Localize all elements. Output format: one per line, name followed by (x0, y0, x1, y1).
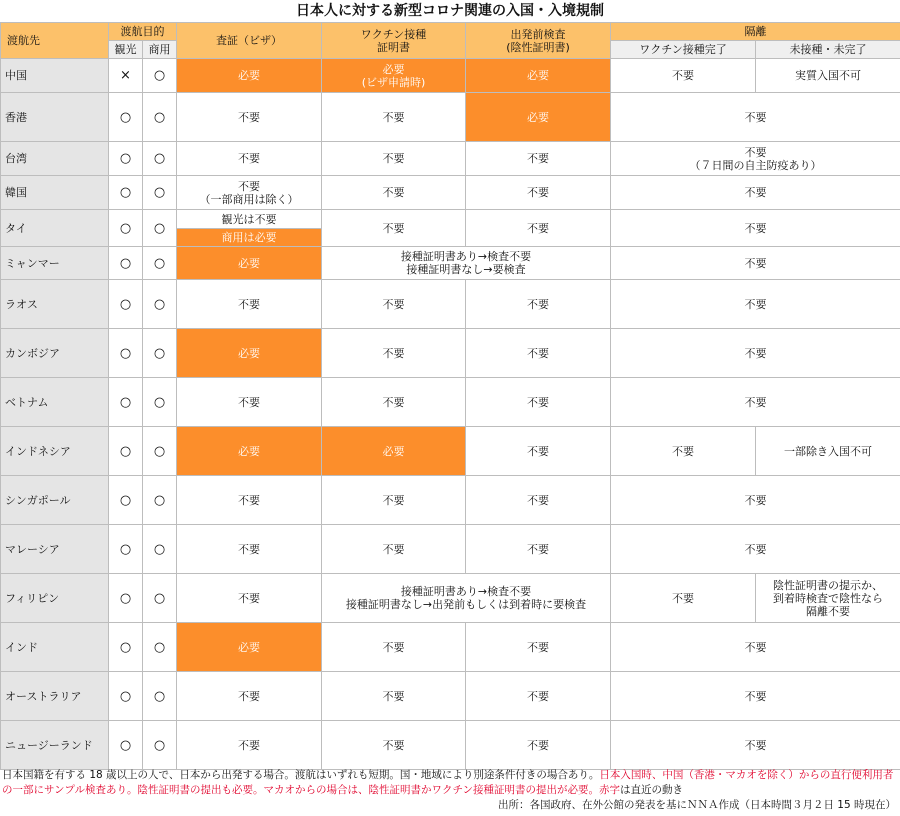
business-cell: ○ (143, 93, 177, 142)
destination-cell: ベトナム (1, 378, 109, 427)
header-vaccine-cert: ワクチン接種 証明書 (322, 23, 466, 59)
quarantine-vaccinated-cell: 不要 (611, 59, 756, 93)
header-vaccinated: ワクチン接種完了 (611, 41, 756, 59)
business-cell: ○ (143, 59, 177, 93)
visa-cell: 不要 (177, 574, 322, 623)
header-business: 商用 (143, 41, 177, 59)
sightseeing-cell: ○ (109, 623, 143, 672)
business-cell: ○ (143, 329, 177, 378)
table-row (1, 574, 900, 623)
header-unvaccinated: 未接種・未完了 (756, 41, 900, 59)
visa-sightseeing-cell: 観光は不要 (177, 210, 322, 229)
business-cell: ○ (143, 142, 177, 176)
regulation-table (0, 22, 900, 770)
pre-departure-cell: 不要 (466, 176, 611, 210)
vaccine-cert-cell: 不要 (322, 623, 466, 672)
sightseeing-cell: ○ (109, 525, 143, 574)
footnote (2, 768, 898, 813)
quarantine-cell: 不要 (611, 93, 900, 142)
table-row (1, 59, 900, 93)
visa-cell: 不要 (177, 672, 322, 721)
quarantine-unvaccinated-cell: 一部除き入国不可 (756, 427, 900, 476)
header-destination: 渡航先 (1, 23, 109, 59)
visa-cell: 不要 （一部商用は除く） (177, 176, 322, 210)
table-row (1, 427, 900, 476)
quarantine-cell: 不要 (611, 280, 900, 329)
visa-cell: 必要 (177, 329, 322, 378)
table-row (1, 721, 900, 770)
table-row (1, 142, 900, 176)
vaccine-cert-cell: 必要 (ビザ申請時) (322, 59, 466, 93)
sightseeing-cell: ○ (109, 574, 143, 623)
quarantine-cell: 不要 (611, 623, 900, 672)
table-row (1, 93, 900, 142)
destination-cell: 韓国 (1, 176, 109, 210)
vaccine-cert-cell: 不要 (322, 210, 466, 247)
visa-cell: 必要 (177, 623, 322, 672)
quarantine-vaccinated-cell: 不要 (611, 574, 756, 623)
vaccine-cert-cell: 不要 (322, 525, 466, 574)
page-title: 日本人に対する新型コロナ関連の入国・入境規制 (296, 3, 604, 19)
pre-departure-cell: 不要 (466, 623, 611, 672)
pre-departure-cell: 必要 (466, 59, 611, 93)
destination-cell: シンガポール (1, 476, 109, 525)
sightseeing-cell: ○ (109, 280, 143, 329)
vaccine-test-cell: 接種証明書あり→検査不要 接種証明書なし→出発前もしくは到着時に要検査 (322, 574, 611, 623)
visa-cell: 必要 (177, 247, 322, 280)
quarantine-cell: 不要 (611, 176, 900, 210)
sightseeing-cell: ○ (109, 378, 143, 427)
quarantine-cell: 不要 (611, 476, 900, 525)
table-row (1, 476, 900, 525)
quarantine-cell: 不要 (611, 329, 900, 378)
business-cell: ○ (143, 280, 177, 329)
destination-cell: ラオス (1, 280, 109, 329)
quarantine-cell: 不要 (611, 672, 900, 721)
visa-cell: 不要 (177, 142, 322, 176)
quarantine-unvaccinated-cell: 陰性証明書の提示か、 到着時検査で陰性なら 隔離不要 (756, 574, 900, 623)
business-cell: ○ (143, 427, 177, 476)
destination-cell: フィリピン (1, 574, 109, 623)
sightseeing-cell: ○ (109, 93, 143, 142)
business-cell: ○ (143, 721, 177, 770)
visa-cell: 不要 (177, 280, 322, 329)
table-row (1, 378, 900, 427)
quarantine-cell: 不要 (611, 525, 900, 574)
sightseeing-cell: ○ (109, 672, 143, 721)
table-row (1, 176, 900, 210)
sightseeing-cell: ○ (109, 247, 143, 280)
quarantine-cell: 不要 （７日間の自主防疫あり） (611, 142, 900, 176)
quarantine-cell: 不要 (611, 378, 900, 427)
business-cell: ○ (143, 525, 177, 574)
vaccine-cert-cell: 不要 (322, 476, 466, 525)
pre-departure-cell: 不要 (466, 525, 611, 574)
business-cell: ○ (143, 247, 177, 280)
sightseeing-cell: ○ (109, 329, 143, 378)
business-cell: ○ (143, 378, 177, 427)
business-cell: ○ (143, 476, 177, 525)
header-visa: 査証（ビザ） (177, 23, 322, 59)
business-cell: ○ (143, 210, 177, 247)
sightseeing-cell: ○ (109, 142, 143, 176)
pre-departure-cell: 不要 (466, 329, 611, 378)
vaccine-cert-cell: 不要 (322, 329, 466, 378)
header-quarantine: 隔離 (611, 23, 900, 41)
business-cell: ○ (143, 623, 177, 672)
header-pre-departure-test: 出発前検査 (陰性証明書) (466, 23, 611, 59)
quarantine-cell: 不要 (611, 210, 900, 247)
destination-cell: マレーシア (1, 525, 109, 574)
sightseeing-cell: ○ (109, 476, 143, 525)
sightseeing-cell: ○ (109, 721, 143, 770)
quarantine-cell: 不要 (611, 721, 900, 770)
sightseeing-cell: × (109, 59, 143, 93)
visa-cell: 不要 (177, 378, 322, 427)
pre-departure-cell: 不要 (466, 476, 611, 525)
destination-cell: ニュージーランド (1, 721, 109, 770)
pre-departure-cell: 不要 (466, 378, 611, 427)
quarantine-unvaccinated-cell: 実質入国不可 (756, 59, 900, 93)
table-row (1, 280, 900, 329)
vaccine-cert-cell: 不要 (322, 280, 466, 329)
table-row (1, 672, 900, 721)
destination-cell: インド (1, 623, 109, 672)
visa-cell: 不要 (177, 476, 322, 525)
visa-cell: 不要 (177, 525, 322, 574)
source-credit: 出所：各国政府、在外公館の発表を基にＮＮＡ作成（日本時間３月２日 15 時現在） (497, 799, 896, 811)
table-row (1, 210, 900, 229)
visa-cell: 不要 (177, 721, 322, 770)
footnote-tail: は直近の動き (620, 784, 684, 796)
header-sightseeing: 観光 (109, 41, 143, 59)
table-row (1, 525, 900, 574)
destination-cell: 香港 (1, 93, 109, 142)
vaccine-cert-cell: 不要 (322, 672, 466, 721)
footnote-text (2, 768, 898, 798)
visa-business-cell: 商用は必要 (177, 229, 322, 247)
pre-departure-cell: 不要 (466, 721, 611, 770)
table-row (1, 329, 900, 378)
visa-cell: 不要 (177, 93, 322, 142)
vaccine-cert-cell: 不要 (322, 142, 466, 176)
business-cell: ○ (143, 574, 177, 623)
visa-cell: 必要 (177, 427, 322, 476)
quarantine-vaccinated-cell: 不要 (611, 427, 756, 476)
destination-cell: ミャンマー (1, 247, 109, 280)
vaccine-cert-cell: 不要 (322, 176, 466, 210)
footnote-plain: 日本国籍を有する 18 歳以上の人で、日本から出発する場合。渡航はいずれも短期。国・地域により別途条件付きの場合あり。 (2, 769, 600, 781)
destination-cell: カンボジア (1, 329, 109, 378)
pre-departure-cell: 不要 (466, 142, 611, 176)
pre-departure-cell: 不要 (466, 672, 611, 721)
sightseeing-cell: ○ (109, 210, 143, 247)
business-cell: ○ (143, 672, 177, 721)
pre-departure-cell: 不要 (466, 280, 611, 329)
header-purpose: 渡航目的 (109, 23, 177, 41)
footnote-red: 日本入国時、中国（香港・マカオを除く）からの直行便利用者の一部にサンプル検査あり。陰性証明書の提出も必要。マカオからの場合は、陰性証明書かワクチン接種証明書の提出が必要。赤字 (2, 769, 894, 796)
destination-cell: 中国 (1, 59, 109, 93)
destination-cell: 台湾 (1, 142, 109, 176)
quarantine-cell: 不要 (611, 247, 900, 280)
pre-departure-cell: 不要 (466, 210, 611, 247)
sightseeing-cell: ○ (109, 427, 143, 476)
destination-cell: オーストラリア (1, 672, 109, 721)
vaccine-cert-cell: 不要 (322, 378, 466, 427)
table-row (1, 623, 900, 672)
destination-cell: タイ (1, 210, 109, 247)
visa-cell: 必要 (177, 59, 322, 93)
business-cell: ○ (143, 176, 177, 210)
pre-departure-cell: 必要 (466, 93, 611, 142)
vaccine-test-cell: 接種証明書あり→検査不要 接種証明書なし→要検査 (322, 247, 611, 280)
sightseeing-cell: ○ (109, 176, 143, 210)
table-row (1, 247, 900, 280)
vaccine-cert-cell: 不要 (322, 721, 466, 770)
vaccine-cert-cell: 不要 (322, 93, 466, 142)
pre-departure-cell: 不要 (466, 427, 611, 476)
vaccine-cert-cell: 必要 (322, 427, 466, 476)
destination-cell: インドネシア (1, 427, 109, 476)
